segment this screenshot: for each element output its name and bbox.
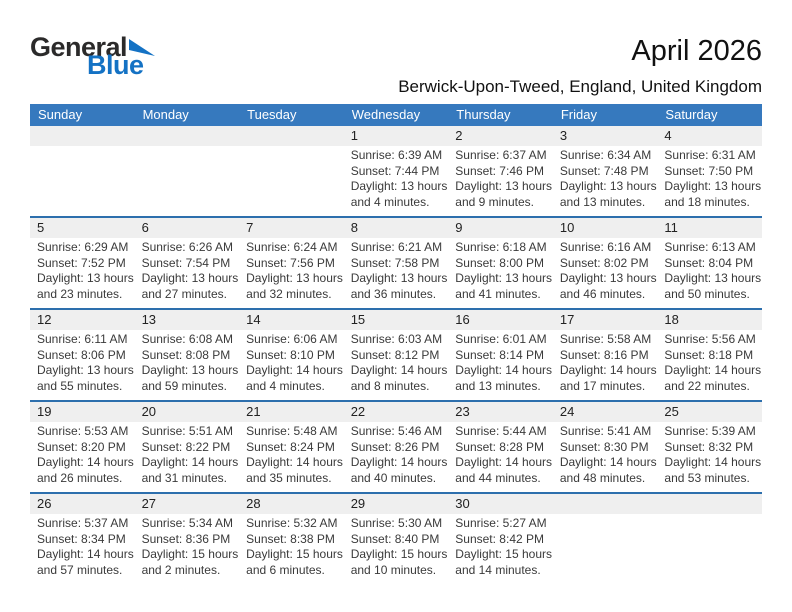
day-details bbox=[30, 238, 135, 308]
daylight2-line: and 14 minutes. bbox=[455, 562, 541, 577]
day-number: 2 bbox=[448, 126, 553, 146]
daylight2-line: and 59 minutes. bbox=[141, 378, 227, 393]
daylight1-line: Daylight: 15 hours bbox=[350, 547, 448, 561]
day-details bbox=[448, 514, 553, 584]
day-number: 9 bbox=[448, 218, 553, 238]
sunset-line: Sunset: 8:18 PM bbox=[664, 347, 754, 362]
day-details bbox=[344, 422, 449, 492]
day-details bbox=[135, 514, 240, 584]
sunrise-line: Sunrise: 5:46 AM bbox=[350, 424, 443, 438]
sunset-line: Sunset: 8:14 PM bbox=[455, 347, 544, 362]
weeks-container bbox=[30, 126, 762, 584]
logo-text-blue: Blue bbox=[87, 50, 144, 80]
sunset-line: Sunset: 8:28 PM bbox=[455, 439, 544, 454]
daylight2-line: and 41 minutes. bbox=[455, 286, 541, 301]
empty-day-cell bbox=[135, 126, 240, 216]
day-number: 18 bbox=[657, 310, 762, 330]
day-cell bbox=[448, 494, 553, 584]
day-number: 22 bbox=[344, 402, 449, 422]
daylight2-line: and 35 minutes. bbox=[246, 470, 332, 485]
day-cell bbox=[239, 218, 344, 308]
sunset-line: Sunset: 8:20 PM bbox=[37, 439, 126, 454]
daylight1-line: Daylight: 14 hours bbox=[455, 363, 553, 377]
sunset-line: Sunset: 8:42 PM bbox=[455, 531, 544, 546]
sunset-line: Sunset: 8:24 PM bbox=[246, 439, 335, 454]
day-cell bbox=[344, 310, 449, 400]
sunrise-line: Sunrise: 6:34 AM bbox=[559, 148, 652, 162]
day-number: 19 bbox=[30, 402, 135, 422]
day-header-wednesday: Wednesday bbox=[351, 107, 421, 122]
day-details bbox=[239, 146, 344, 154]
daylight2-line: and 23 minutes. bbox=[37, 286, 123, 301]
day-number bbox=[135, 126, 240, 146]
day-details bbox=[448, 146, 553, 216]
day-number: 13 bbox=[135, 310, 240, 330]
sunrise-line: Sunrise: 5:39 AM bbox=[664, 424, 756, 438]
day-number: 29 bbox=[344, 494, 449, 514]
daylight1-line: Daylight: 14 hours bbox=[559, 363, 657, 377]
week-row bbox=[30, 492, 762, 584]
day-details bbox=[553, 146, 658, 216]
day-header-thursday: Thursday bbox=[456, 107, 511, 122]
page-subtitle: Berwick-Upon-Tweed, England, United Kingdom bbox=[398, 77, 762, 96]
day-cell bbox=[344, 126, 449, 216]
sunrise-line: Sunrise: 5:41 AM bbox=[559, 424, 652, 438]
sunset-line: Sunset: 8:26 PM bbox=[350, 439, 440, 454]
day-details bbox=[135, 330, 240, 400]
day-header-saturday: Saturday bbox=[665, 107, 718, 122]
daylight1-line: Daylight: 14 hours bbox=[350, 363, 448, 377]
day-cell bbox=[344, 402, 449, 492]
day-cell bbox=[448, 126, 553, 216]
day-cell bbox=[239, 402, 344, 492]
day-number: 25 bbox=[657, 402, 762, 422]
day-number: 5 bbox=[30, 218, 135, 238]
daylight2-line: and 4 minutes. bbox=[350, 194, 430, 209]
daylight2-line: and 6 minutes. bbox=[246, 562, 325, 577]
day-details bbox=[657, 514, 762, 522]
general-blue-logo bbox=[30, 32, 155, 80]
day-details bbox=[239, 330, 344, 400]
daylight1-line: Daylight: 13 hours bbox=[37, 271, 134, 285]
day-details bbox=[553, 330, 658, 400]
sunrise-line: Sunrise: 6:29 AM bbox=[37, 240, 129, 254]
week-row bbox=[30, 308, 762, 400]
daylight1-line: Daylight: 14 hours bbox=[37, 455, 134, 469]
daylight2-line: and 31 minutes. bbox=[141, 470, 227, 485]
day-details bbox=[239, 238, 344, 308]
day-number: 4 bbox=[657, 126, 762, 146]
sunset-line: Sunset: 7:44 PM bbox=[350, 163, 440, 178]
daylight1-line: Daylight: 15 hours bbox=[141, 547, 239, 561]
day-number: 28 bbox=[239, 494, 344, 514]
day-cell bbox=[657, 310, 762, 400]
daylight1-line: Daylight: 14 hours bbox=[141, 455, 239, 469]
day-number: 23 bbox=[448, 402, 553, 422]
day-cell bbox=[30, 310, 135, 400]
sunset-line: Sunset: 8:30 PM bbox=[559, 439, 649, 454]
day-cell bbox=[448, 310, 553, 400]
daylight2-line: and 27 minutes. bbox=[141, 286, 227, 301]
day-header-row bbox=[30, 104, 762, 126]
empty-day-cell bbox=[239, 126, 344, 216]
empty-day-cell bbox=[553, 494, 658, 584]
calendar-grid bbox=[30, 104, 762, 584]
day-number: 7 bbox=[239, 218, 344, 238]
sunrise-line: Sunrise: 5:51 AM bbox=[141, 424, 233, 438]
sunset-line: Sunset: 8:36 PM bbox=[141, 531, 231, 546]
sunset-line: Sunset: 7:46 PM bbox=[455, 163, 544, 178]
day-details bbox=[657, 238, 762, 308]
sunset-line: Sunset: 8:16 PM bbox=[559, 347, 649, 362]
daylight1-line: Daylight: 13 hours bbox=[246, 271, 343, 285]
daylight2-line: and 32 minutes. bbox=[246, 286, 332, 301]
daylight1-line: Daylight: 13 hours bbox=[559, 271, 657, 285]
daylight1-line: Daylight: 13 hours bbox=[350, 271, 448, 285]
logo-text-general: General bbox=[30, 32, 128, 62]
day-details bbox=[344, 146, 449, 216]
day-number bbox=[553, 494, 658, 514]
day-cell bbox=[135, 218, 240, 308]
daylight1-line: Daylight: 14 hours bbox=[455, 455, 553, 469]
daylight1-line: Daylight: 14 hours bbox=[350, 455, 448, 469]
day-number: 3 bbox=[553, 126, 658, 146]
day-cell bbox=[30, 218, 135, 308]
daylight1-line: Daylight: 14 hours bbox=[664, 455, 762, 469]
sunrise-line: Sunrise: 6:08 AM bbox=[141, 332, 233, 346]
day-details bbox=[30, 146, 135, 154]
sunset-line: Sunset: 8:00 PM bbox=[455, 255, 544, 270]
sunrise-line: Sunrise: 6:13 AM bbox=[664, 240, 756, 254]
daylight1-line: Daylight: 13 hours bbox=[350, 179, 448, 193]
sunrise-line: Sunrise: 6:37 AM bbox=[455, 148, 547, 162]
day-details bbox=[553, 514, 658, 522]
day-details bbox=[344, 514, 449, 584]
day-details bbox=[448, 238, 553, 308]
week-row bbox=[30, 216, 762, 308]
daylight1-line: Daylight: 15 hours bbox=[246, 547, 343, 561]
day-number bbox=[657, 494, 762, 514]
daylight1-line: Daylight: 13 hours bbox=[141, 363, 239, 377]
daylight2-line: and 22 minutes. bbox=[664, 378, 750, 393]
daylight1-line: Daylight: 14 hours bbox=[246, 455, 343, 469]
day-cell bbox=[448, 218, 553, 308]
sunrise-line: Sunrise: 5:27 AM bbox=[455, 516, 547, 530]
sunrise-line: Sunrise: 6:16 AM bbox=[559, 240, 652, 254]
sunset-line: Sunset: 8:10 PM bbox=[246, 347, 335, 362]
sunrise-line: Sunrise: 6:39 AM bbox=[350, 148, 443, 162]
day-details bbox=[448, 422, 553, 492]
sunrise-line: Sunrise: 5:48 AM bbox=[246, 424, 338, 438]
empty-day-cell bbox=[657, 494, 762, 584]
day-number: 10 bbox=[553, 218, 658, 238]
sunset-line: Sunset: 8:06 PM bbox=[37, 347, 126, 362]
day-header-sunday: Sunday bbox=[38, 107, 83, 122]
daylight2-line: and 26 minutes. bbox=[37, 470, 123, 485]
daylight1-line: Daylight: 13 hours bbox=[664, 179, 762, 193]
daylight2-line: and 36 minutes. bbox=[350, 286, 437, 301]
header-titles bbox=[398, 34, 762, 98]
day-number: 24 bbox=[553, 402, 658, 422]
day-cell bbox=[448, 402, 553, 492]
daylight2-line: and 18 minutes. bbox=[664, 194, 750, 209]
sunset-line: Sunset: 8:32 PM bbox=[664, 439, 754, 454]
daylight2-line: and 10 minutes. bbox=[350, 562, 437, 577]
day-number: 11 bbox=[657, 218, 762, 238]
sunset-line: Sunset: 7:52 PM bbox=[37, 255, 126, 270]
daylight2-line: and 13 minutes. bbox=[559, 194, 646, 209]
sunset-line: Sunset: 8:22 PM bbox=[141, 439, 231, 454]
sunrise-line: Sunrise: 6:06 AM bbox=[246, 332, 338, 346]
day-cell bbox=[30, 402, 135, 492]
day-number: 15 bbox=[344, 310, 449, 330]
day-number: 30 bbox=[448, 494, 553, 514]
sunset-line: Sunset: 7:54 PM bbox=[141, 255, 231, 270]
daylight1-line: Daylight: 13 hours bbox=[664, 271, 762, 285]
day-number: 16 bbox=[448, 310, 553, 330]
week-row bbox=[30, 126, 762, 216]
empty-day-cell bbox=[30, 126, 135, 216]
sunrise-line: Sunrise: 6:31 AM bbox=[664, 148, 756, 162]
daylight1-line: Daylight: 15 hours bbox=[455, 547, 553, 561]
daylight2-line: and 9 minutes. bbox=[455, 194, 534, 209]
sunrise-line: Sunrise: 5:37 AM bbox=[37, 516, 129, 530]
sunrise-line: Sunrise: 6:21 AM bbox=[350, 240, 443, 254]
day-number: 20 bbox=[135, 402, 240, 422]
sunset-line: Sunset: 7:48 PM bbox=[559, 163, 649, 178]
day-details bbox=[657, 330, 762, 400]
day-details bbox=[344, 330, 449, 400]
day-cell bbox=[30, 494, 135, 584]
day-details bbox=[448, 330, 553, 400]
day-number: 27 bbox=[135, 494, 240, 514]
sunrise-line: Sunrise: 6:01 AM bbox=[455, 332, 547, 346]
daylight1-line: Daylight: 13 hours bbox=[455, 179, 553, 193]
day-details bbox=[135, 422, 240, 492]
day-cell bbox=[135, 494, 240, 584]
day-cell bbox=[657, 126, 762, 216]
daylight1-line: Daylight: 13 hours bbox=[455, 271, 553, 285]
day-cell bbox=[344, 218, 449, 308]
day-header-tuesday: Tuesday bbox=[247, 107, 297, 122]
sunrise-line: Sunrise: 5:30 AM bbox=[350, 516, 443, 530]
day-cell bbox=[657, 218, 762, 308]
daylight2-line: and 55 minutes. bbox=[37, 378, 123, 393]
day-cell bbox=[344, 494, 449, 584]
day-number: 17 bbox=[553, 310, 658, 330]
daylight2-line: and 40 minutes. bbox=[350, 470, 437, 485]
day-number: 1 bbox=[344, 126, 449, 146]
day-cell bbox=[135, 310, 240, 400]
day-details bbox=[239, 422, 344, 492]
day-number: 12 bbox=[30, 310, 135, 330]
sunset-line: Sunset: 8:08 PM bbox=[141, 347, 231, 362]
sunset-line: Sunset: 8:02 PM bbox=[559, 255, 649, 270]
day-cell bbox=[135, 402, 240, 492]
day-details bbox=[135, 146, 240, 154]
daylight2-line: and 50 minutes. bbox=[664, 286, 750, 301]
daylight1-line: Daylight: 14 hours bbox=[246, 363, 343, 377]
sunrise-line: Sunrise: 5:32 AM bbox=[246, 516, 338, 530]
sunrise-line: Sunrise: 5:44 AM bbox=[455, 424, 547, 438]
day-cell bbox=[239, 494, 344, 584]
daylight1-line: Daylight: 14 hours bbox=[37, 547, 134, 561]
week-row bbox=[30, 400, 762, 492]
day-number: 21 bbox=[239, 402, 344, 422]
day-cell bbox=[553, 310, 658, 400]
daylight1-line: Daylight: 13 hours bbox=[37, 363, 134, 377]
daylight2-line: and 48 minutes. bbox=[559, 470, 646, 485]
daylight2-line: and 44 minutes. bbox=[455, 470, 541, 485]
sunrise-line: Sunrise: 5:53 AM bbox=[37, 424, 129, 438]
day-number bbox=[239, 126, 344, 146]
daylight1-line: Daylight: 13 hours bbox=[141, 271, 239, 285]
sunrise-line: Sunrise: 6:26 AM bbox=[141, 240, 233, 254]
daylight2-line: and 8 minutes. bbox=[350, 378, 430, 393]
day-details bbox=[657, 146, 762, 216]
page-title: April 2026 bbox=[631, 35, 762, 67]
sunset-line: Sunset: 8:04 PM bbox=[664, 255, 754, 270]
sunset-line: Sunset: 8:38 PM bbox=[246, 531, 335, 546]
day-details bbox=[657, 422, 762, 492]
sunset-line: Sunset: 7:58 PM bbox=[350, 255, 440, 270]
day-number: 6 bbox=[135, 218, 240, 238]
daylight1-line: Daylight: 13 hours bbox=[559, 179, 657, 193]
day-header-monday: Monday bbox=[142, 107, 189, 122]
sunset-line: Sunset: 8:12 PM bbox=[350, 347, 440, 362]
sunrise-line: Sunrise: 6:18 AM bbox=[455, 240, 547, 254]
day-number bbox=[30, 126, 135, 146]
day-header-friday: Friday bbox=[560, 107, 597, 122]
daylight1-line: Daylight: 14 hours bbox=[559, 455, 657, 469]
sunrise-line: Sunrise: 6:24 AM bbox=[246, 240, 338, 254]
daylight2-line: and 4 minutes. bbox=[246, 378, 325, 393]
day-details bbox=[239, 514, 344, 584]
daylight2-line: and 17 minutes. bbox=[559, 378, 646, 393]
day-details bbox=[30, 422, 135, 492]
day-details bbox=[553, 422, 658, 492]
day-details bbox=[30, 514, 135, 584]
day-details bbox=[135, 238, 240, 308]
day-cell bbox=[553, 218, 658, 308]
day-cell bbox=[239, 310, 344, 400]
sunset-line: Sunset: 8:40 PM bbox=[350, 531, 440, 546]
daylight2-line: and 46 minutes. bbox=[559, 286, 646, 301]
sunset-line: Sunset: 7:50 PM bbox=[664, 163, 754, 178]
sunrise-line: Sunrise: 6:11 AM bbox=[37, 332, 128, 346]
sunset-line: Sunset: 7:56 PM bbox=[246, 255, 335, 270]
day-details bbox=[553, 238, 658, 308]
day-number: 8 bbox=[344, 218, 449, 238]
daylight2-line: and 57 minutes. bbox=[37, 562, 123, 577]
sunrise-line: Sunrise: 5:34 AM bbox=[141, 516, 233, 530]
sunset-line: Sunset: 8:34 PM bbox=[37, 531, 126, 546]
day-number: 14 bbox=[239, 310, 344, 330]
day-cell bbox=[553, 402, 658, 492]
daylight2-line: and 53 minutes. bbox=[664, 470, 750, 485]
day-details bbox=[344, 238, 449, 308]
sunrise-line: Sunrise: 6:03 AM bbox=[350, 332, 443, 346]
day-number: 26 bbox=[30, 494, 135, 514]
sunrise-line: Sunrise: 5:56 AM bbox=[664, 332, 756, 346]
day-details bbox=[30, 330, 135, 400]
sunrise-line: Sunrise: 5:58 AM bbox=[559, 332, 652, 346]
daylight2-line: and 2 minutes. bbox=[141, 562, 221, 577]
day-cell bbox=[553, 126, 658, 216]
daylight1-line: Daylight: 14 hours bbox=[664, 363, 762, 377]
day-cell bbox=[657, 402, 762, 492]
daylight2-line: and 13 minutes. bbox=[455, 378, 541, 393]
